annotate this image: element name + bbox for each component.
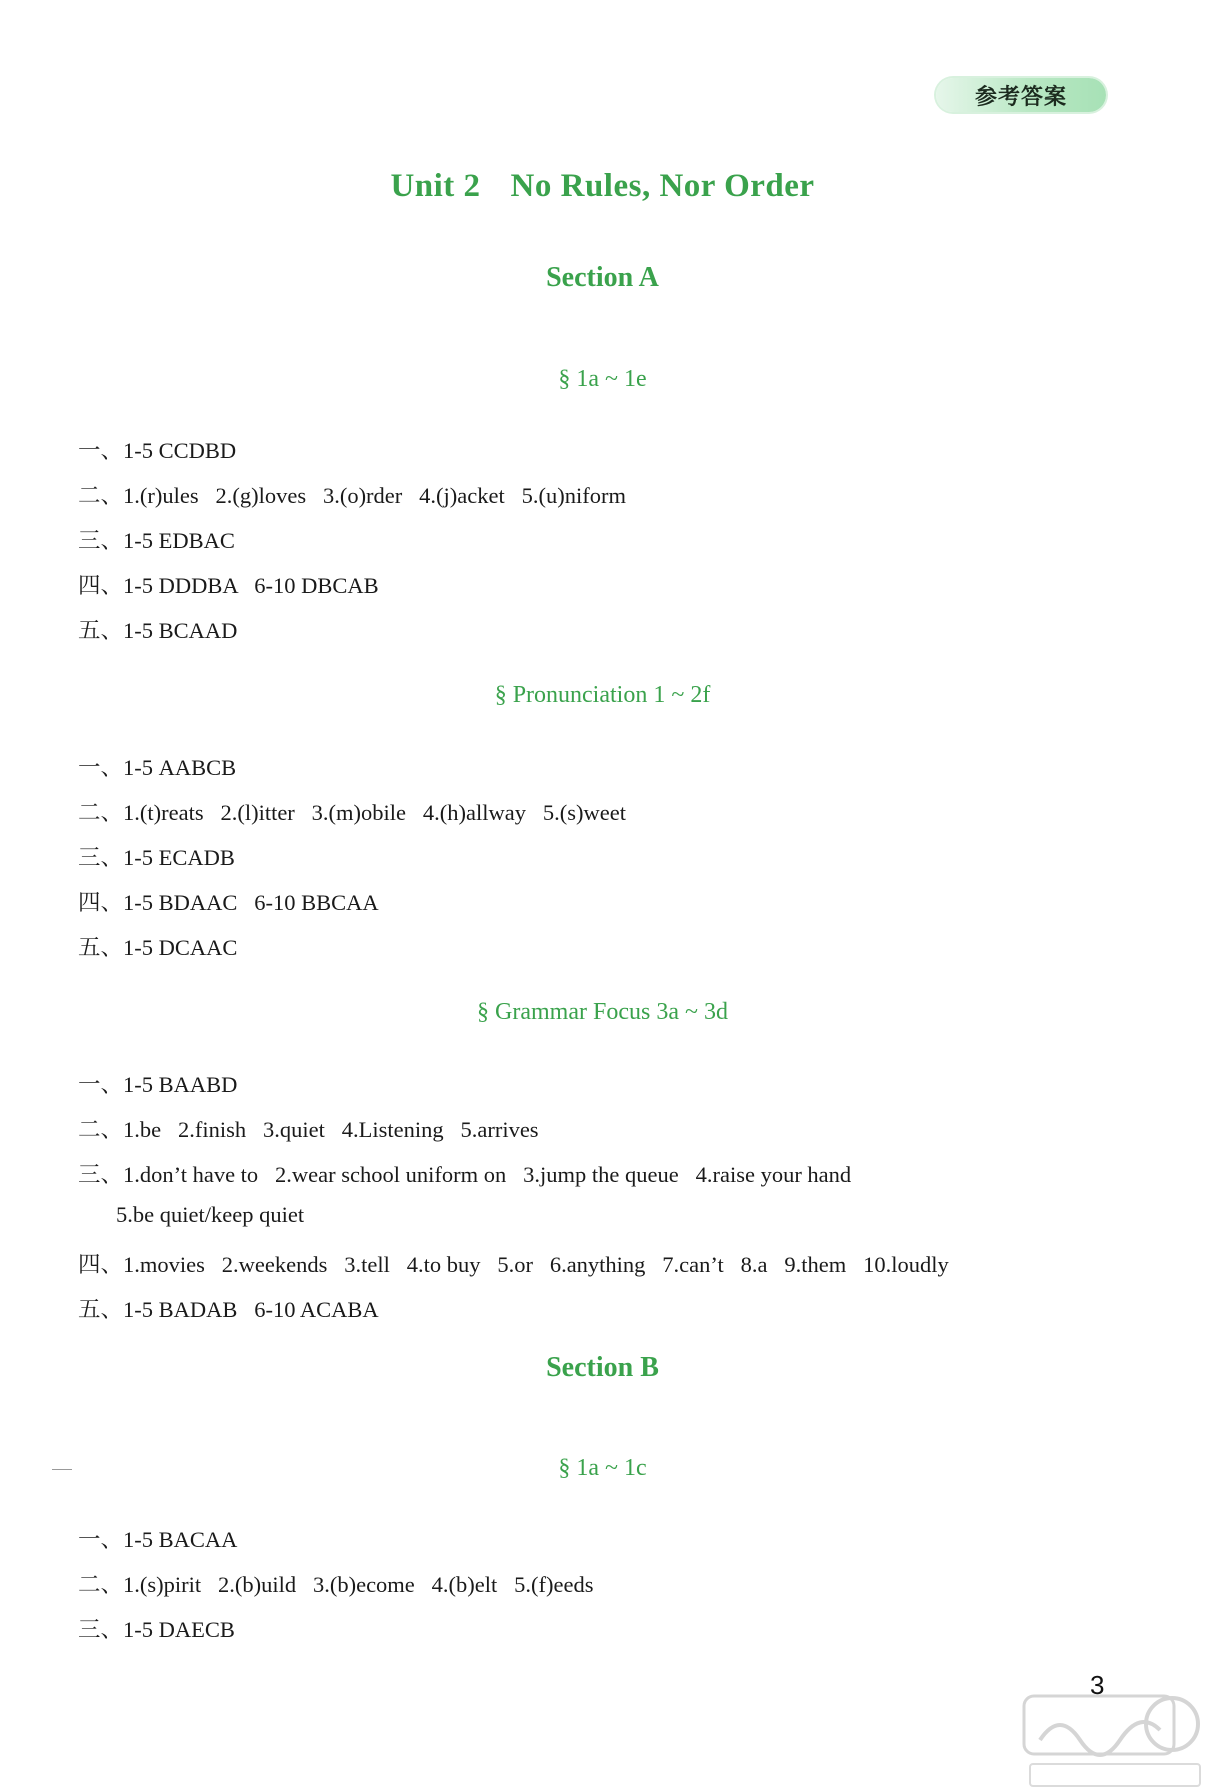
answer-line: 二、1.(s)pirit 2.(b)uild 3.(b)ecome 4.(b)elt 5.(f)eeds <box>78 1572 594 1597</box>
answer-line: 四、1-5 DDDBA 6-10 DBCAB <box>78 573 379 598</box>
unit-title-number: Unit 2 <box>390 168 481 204</box>
answer-line: 二、1.(t)reats 2.(l)itter 3.(m)obile 4.(h)allway 5.(s)weet <box>78 800 626 825</box>
answer-line: 五、1-5 BADAB 6-10 ACABA <box>78 1297 379 1322</box>
answer-line: 四、1-5 BDAAC 6-10 BBCAA <box>78 890 379 915</box>
block-heading: § Grammar Focus 3a ~ 3d <box>477 999 728 1025</box>
answer-line: 五、1-5 DCAAC <box>78 935 238 960</box>
section-a-heading: Section A <box>546 262 659 293</box>
answer-line: 四、1.movies 2.weekends 3.tell 4.to buy 5.or 6.anything 7.can’t 8.a 9.them 10.loudly <box>78 1252 949 1277</box>
answer-line: 三、1-5 DAECB <box>78 1617 235 1642</box>
answer-key-tag: 参考答案 <box>936 78 1106 112</box>
watermark-logo <box>1020 1690 1205 1792</box>
block-heading: § Pronunciation 1 ~ 2f <box>494 682 711 708</box>
block-heading: § 1a ~ 1c <box>558 1455 647 1481</box>
unit-title-name: No Rules, Nor Order <box>510 168 815 204</box>
answer-line: 三、1-5 EDBAC <box>78 528 235 553</box>
answer-line: 三、1-5 ECADB <box>78 845 235 870</box>
answer-line: 二、1.be 2.finish 3.quiet 4.Listening 5.arrives <box>78 1117 539 1142</box>
answer-line: 三、1.don’t have to 2.wear school uniform on 3.jump the queue 4.raise your hand <box>78 1162 852 1187</box>
answer-line: 5.be quiet/keep quiet <box>116 1202 305 1227</box>
answer-line: 二、1.(r)ules 2.(g)loves 3.(o)rder 4.(j)acket 5.(u)niform <box>78 483 626 508</box>
answer-line: 一、1-5 AABCB <box>78 755 237 780</box>
section-b-heading: Section B <box>546 1352 659 1383</box>
block-heading: § 1a ~ 1e <box>558 366 647 392</box>
answer-line: 一、1-5 CCDBD <box>78 438 237 463</box>
page-number: 3 <box>1090 1670 1105 1700</box>
answer-line: 五、1-5 BCAAD <box>78 618 238 643</box>
answer-line: 一、1-5 BAABD <box>78 1072 238 1097</box>
answer-line: 一、1-5 BACAA <box>78 1527 238 1552</box>
unit-title <box>0 168 1205 205</box>
